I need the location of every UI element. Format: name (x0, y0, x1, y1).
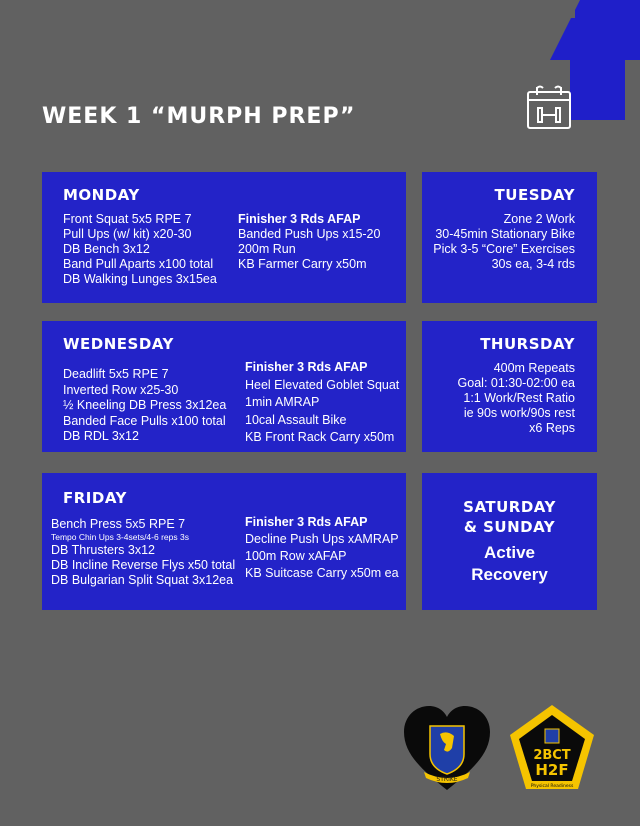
detail-line: Goal: 01:30-02:00 ea (457, 376, 575, 390)
finisher-item: 10cal Assault Bike (245, 412, 347, 427)
finisher-title: Finisher 3 Rds AFAP (245, 360, 368, 374)
wednesday-card (42, 321, 406, 452)
wednesday-exercises (63, 367, 226, 445)
finisher-item: Decline Push Ups xAMRAP (245, 532, 399, 546)
detail-line: Zone 2 Work (503, 212, 575, 226)
exercise: Band Pull Aparts x100 total (63, 257, 214, 271)
strike-heart-logo (402, 704, 492, 794)
active-recovery (422, 542, 597, 586)
detail-line: x6 Reps (529, 421, 575, 435)
exercise: Deadlift 5x5 RPE 7 (63, 367, 169, 381)
weekend-heading (422, 497, 597, 537)
tuesday-details (433, 212, 575, 272)
badge-sub-text: H2F (535, 761, 569, 779)
weekend-day-line: SATURDAY (463, 498, 556, 516)
finisher-item: KB Farmer Carry x50m (238, 257, 367, 271)
finisher-title: Finisher 3 Rds AFAP (245, 515, 368, 529)
finisher-item: Heel Elevated Goblet Squat (245, 377, 400, 392)
monday-finisher (238, 212, 380, 272)
exercise: Inverted Row x25-30 (63, 382, 179, 397)
monday-card (42, 172, 406, 303)
badge-emblem-icon (545, 729, 559, 743)
detail-line: 30-45min Stationary Bike (435, 227, 575, 241)
monday-heading: MONDAY (63, 186, 140, 204)
friday-finisher (245, 514, 399, 582)
finisher-item: 200m Run (238, 242, 296, 256)
exercise: DB Walking Lunges 3x15ea (63, 272, 217, 286)
exercise: DB Bulgarian Split Squat 3x12ea (51, 573, 234, 587)
tuesday-card (422, 172, 597, 303)
friday-exercises (51, 517, 235, 588)
calendar-dumbbell-icon (525, 84, 573, 132)
exercise: Bench Press 5x5 RPE 7 (51, 517, 186, 531)
detail-line: Pick 3-5 “Core” Exercises (433, 242, 575, 256)
exercise: DB Bench 3x12 (63, 242, 150, 256)
thursday-details (458, 361, 575, 436)
wednesday-finisher (245, 359, 399, 447)
banner-text: STRIKE (436, 776, 458, 783)
detail-line: ie 90s work/90s rest (463, 406, 575, 420)
exercise: Pull Ups (w/ kit) x20-30 (63, 227, 192, 241)
detail-line: 1:1 Work/Rest Ratio (463, 391, 575, 405)
finisher-item: KB Suitcase Carry x50m ea (245, 566, 399, 580)
finisher-item: 1min AMRAP (245, 395, 320, 409)
detail-line: 400m Repeats (493, 361, 575, 375)
thursday-card (422, 321, 597, 452)
exercise: DB RDL 3x12 (63, 429, 139, 443)
badge-bottom-text: Physical Readiness (530, 784, 574, 789)
detail-line: 30s ea, 3-4 rds (491, 257, 575, 271)
tuesday-heading: TUESDAY (494, 186, 575, 204)
finisher-title: Finisher 3 Rds AFAP (238, 212, 361, 226)
wednesday-heading: WEDNESDAY (63, 335, 174, 353)
weekend-card (422, 473, 597, 610)
exercise-note: Tempo Chin Ups 3-4sets/4-6 reps 3s (51, 532, 189, 542)
weekend-day-line: & SUNDAY (463, 518, 556, 536)
finisher-item: Banded Push Ups x15-20 (238, 227, 381, 241)
h2f-badge-logo (507, 702, 597, 794)
exercise: Front Squat 5x5 RPE 7 (63, 212, 192, 226)
recovery-line: Recovery (471, 565, 548, 584)
exercise: DB Thrusters 3x12 (51, 543, 155, 557)
page-title: WEEK 1 “MURPH PREP” (42, 104, 356, 129)
finisher-item: 100m Row xAFAP (245, 549, 347, 563)
finisher-item: KB Front Rack Carry x50m (245, 430, 395, 444)
exercise: DB Incline Reverse Flys x50 total (51, 558, 236, 572)
monday-exercises (63, 212, 217, 287)
friday-card (42, 473, 406, 610)
badge-main-text: 2BCT (533, 748, 571, 763)
recovery-line: Active (483, 543, 536, 562)
exercise: ½ Kneeling DB Press 3x12ea (63, 398, 227, 412)
exercise: Banded Face Pulls x100 total (63, 413, 226, 428)
thursday-heading: THURSDAY (480, 335, 575, 353)
friday-heading: FRIDAY (63, 489, 127, 507)
